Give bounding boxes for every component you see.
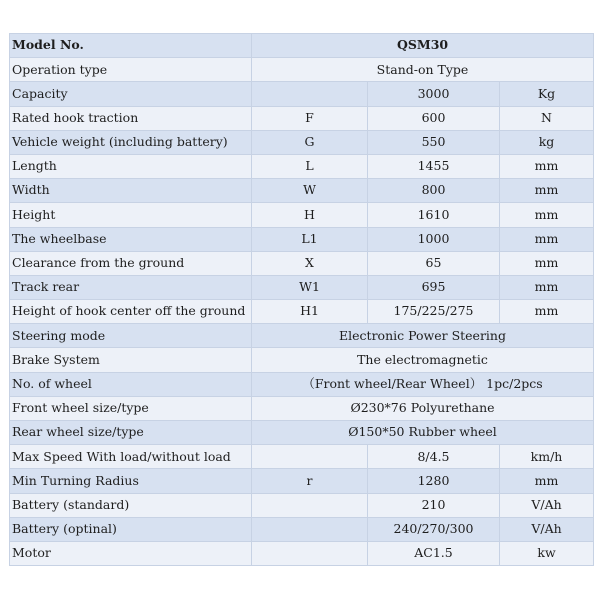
spec-value: 695	[368, 275, 500, 299]
spec-value: AC1.5	[368, 541, 500, 565]
table-row	[10, 421, 594, 445]
spec-label: Length	[10, 154, 252, 178]
spec-unit: mm	[500, 154, 594, 178]
table-row	[10, 82, 594, 106]
spec-value: （Front wheel/Rear Wheel） 1pc/2pcs	[252, 372, 594, 396]
spec-label: Clearance from the ground	[10, 251, 252, 275]
table-row	[10, 154, 594, 178]
table-row	[10, 445, 594, 469]
spec-unit: km/h	[500, 445, 594, 469]
table-row	[10, 348, 594, 372]
spec-label: Height	[10, 203, 252, 227]
spec-label: Battery (optinal)	[10, 517, 252, 541]
spec-unit: V/Ah	[500, 517, 594, 541]
spec-value: 210	[368, 493, 500, 517]
spec-value: 1000	[368, 227, 500, 251]
spec-unit: Kg	[500, 82, 594, 106]
spec-unit: mm	[500, 179, 594, 203]
table-row	[10, 469, 594, 493]
spec-label: Front wheel size/type	[10, 396, 252, 420]
spec-label: Track rear	[10, 275, 252, 299]
table-row	[10, 275, 594, 299]
table-row	[10, 179, 594, 203]
spec-symbol: W1	[252, 275, 368, 299]
spec-value: Ø150*50 Rubber wheel	[252, 421, 594, 445]
spec-label: Max Speed With load/without load	[10, 445, 252, 469]
spec-value: 240/270/300	[368, 517, 500, 541]
spec-value: 1280	[368, 469, 500, 493]
spec-value: 800	[368, 179, 500, 203]
spec-label: Battery (standard)	[10, 493, 252, 517]
spec-table	[9, 33, 594, 566]
spec-label: Vehicle weight (including battery)	[10, 130, 252, 154]
spec-unit: kw	[500, 541, 594, 565]
spec-value: 1610	[368, 203, 500, 227]
spec-value: 65	[368, 251, 500, 275]
spec-symbol: X	[252, 251, 368, 275]
spec-label: Steering mode	[10, 324, 252, 348]
table-header-row	[10, 34, 594, 58]
spec-value: Electronic Power Steering	[252, 324, 594, 348]
spec-value: 1455	[368, 154, 500, 178]
spec-symbol: r	[252, 469, 368, 493]
spec-unit: mm	[500, 300, 594, 324]
table-row	[10, 130, 594, 154]
spec-unit: mm	[500, 469, 594, 493]
spec-symbol: L1	[252, 227, 368, 251]
spec-label: Brake System	[10, 348, 252, 372]
spec-label: Motor	[10, 541, 252, 565]
model-number: QSM30	[252, 34, 594, 58]
spec-value: 8/4.5	[368, 445, 500, 469]
spec-symbol	[252, 445, 368, 469]
spec-unit: mm	[500, 203, 594, 227]
spec-unit: kg	[500, 130, 594, 154]
spec-label: The wheelbase	[10, 227, 252, 251]
spec-label: Rated hook traction	[10, 106, 252, 130]
spec-unit: mm	[500, 251, 594, 275]
table-row	[10, 396, 594, 420]
header-label: Model No.	[10, 34, 252, 58]
table-row	[10, 372, 594, 396]
spec-symbol: L	[252, 154, 368, 178]
spec-value: Stand-on Type	[252, 58, 594, 82]
spec-symbol: H	[252, 203, 368, 227]
table-row	[10, 203, 594, 227]
spec-label: Capacity	[10, 82, 252, 106]
table-row	[10, 517, 594, 541]
spec-label: Operation type	[10, 58, 252, 82]
table-row	[10, 251, 594, 275]
spec-symbol: H1	[252, 300, 368, 324]
table-row	[10, 227, 594, 251]
spec-value: 3000	[368, 82, 500, 106]
spec-unit: N	[500, 106, 594, 130]
spec-symbol	[252, 82, 368, 106]
spec-value: The electromagnetic	[252, 348, 594, 372]
spec-symbol	[252, 517, 368, 541]
table-row	[10, 541, 594, 565]
spec-symbol: F	[252, 106, 368, 130]
table-row	[10, 300, 594, 324]
spec-label: Min Turning Radius	[10, 469, 252, 493]
spec-symbol	[252, 541, 368, 565]
spec-value: Ø230*76 Polyurethane	[252, 396, 594, 420]
spec-label: Rear wheel size/type	[10, 421, 252, 445]
spec-value: 175/225/275	[368, 300, 500, 324]
spec-label: No. of wheel	[10, 372, 252, 396]
spec-symbol: W	[252, 179, 368, 203]
table-row	[10, 493, 594, 517]
spec-label: Width	[10, 179, 252, 203]
spec-unit: mm	[500, 275, 594, 299]
spec-label: Height of hook center off the ground	[10, 300, 252, 324]
spec-value: 550	[368, 130, 500, 154]
spec-unit: mm	[500, 227, 594, 251]
table-row	[10, 324, 594, 348]
table-row	[10, 58, 594, 82]
spec-value: 600	[368, 106, 500, 130]
spec-symbol	[252, 493, 368, 517]
table-row	[10, 106, 594, 130]
spec-unit: V/Ah	[500, 493, 594, 517]
spec-symbol: G	[252, 130, 368, 154]
